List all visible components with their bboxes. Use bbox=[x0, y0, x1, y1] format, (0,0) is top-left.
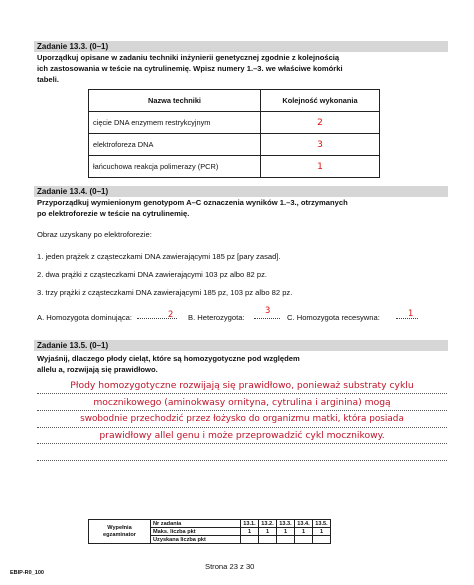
task-13-4-instruction-2: po elektroforezie w teście na cytrulinemię. bbox=[37, 209, 190, 218]
obtained-points-cell[interactable] bbox=[295, 536, 313, 544]
handwritten-answer-line-1: Płody homozygotyczne rozwijają się prawidłowo, ponieważ substraty cyklu bbox=[70, 380, 414, 391]
technique-name: elektroforeza DNA bbox=[89, 134, 261, 156]
technique-name: cięcie DNA enzymem restrykcyjnym bbox=[89, 112, 261, 134]
obtained-points-cell[interactable] bbox=[277, 536, 295, 544]
result-item-1: 1. jeden prążek z cząsteczkami DNA zawierającymi 185 pz [pary zasad]. bbox=[37, 252, 281, 261]
document-code: EBIP-R0_100 bbox=[10, 570, 44, 576]
task-13-4-instruction-1: Przyporządkuj wymienionym genotypom A–C oznaczenia wyników 1.–3., otrzymanych bbox=[37, 198, 348, 207]
result-item-2: 2. dwa prążki z cząsteczkami DNA zawierającymi 103 pz albo 82 pz. bbox=[37, 270, 268, 279]
task-number-cell: 13.5. bbox=[313, 520, 331, 528]
task-13-3-instruction-2: ich zastosowania w teście na cytrulinemię. Wpisz numery 1.–3. we właściwe komórki bbox=[37, 64, 343, 73]
examiner-label-line-1: Wypełnia bbox=[107, 524, 132, 531]
technique-order-table bbox=[88, 89, 380, 178]
genotype-c-answer-line[interactable] bbox=[396, 318, 418, 319]
answer-dotted-line bbox=[37, 393, 447, 394]
obtained-points-cell[interactable] bbox=[259, 536, 277, 544]
task-13-5-header: Zadanie 13.5. (0–1) bbox=[37, 341, 109, 350]
genotype-a-label: A. Homozygota dominująca: bbox=[37, 313, 132, 322]
task-number-cell: 13.1. bbox=[241, 520, 259, 528]
obtained-points-cell[interactable] bbox=[313, 536, 331, 544]
task-13-3-instruction-3: tabeli. bbox=[37, 75, 59, 84]
task-number-cell: 13.3. bbox=[277, 520, 295, 528]
max-points-cell: 1 bbox=[313, 528, 331, 536]
genotype-b-answer-line[interactable] bbox=[254, 318, 280, 319]
task-number-cell: 13.2. bbox=[259, 520, 277, 528]
column-header-technique: Nazwa techniki bbox=[89, 90, 261, 112]
max-points-cell: 1 bbox=[259, 528, 277, 536]
task-13-3-header: Zadanie 13.3. (0–1) bbox=[37, 42, 109, 51]
answer-dotted-line bbox=[37, 410, 447, 411]
order-answer-cell[interactable]: 3 bbox=[261, 134, 380, 156]
genotype-b-label: B. Heterozygota: bbox=[188, 313, 245, 322]
answer-dotted-line bbox=[37, 443, 447, 444]
task-13-5-instruction-2: allelu a, rozwijają się prawidłowo. bbox=[37, 365, 158, 374]
genotype-c-answer: 1 bbox=[408, 308, 414, 318]
row-label-obtained-points: Uzyskana liczba pkt bbox=[151, 536, 241, 544]
result-item-3: 3. trzy prążki z cząsteczkami DNA zawierającymi 185 pz, 103 pz albo 82 pz. bbox=[37, 288, 293, 297]
max-points-cell: 1 bbox=[241, 528, 259, 536]
row-label-task-number: Nr zadania bbox=[151, 520, 241, 528]
task-number-cell: 13.4. bbox=[295, 520, 313, 528]
examiner-label bbox=[89, 520, 151, 544]
row-label-max-points: Maks. liczba pkt bbox=[151, 528, 241, 536]
examiner-score-table bbox=[88, 519, 331, 544]
genotype-b-answer: 3 bbox=[265, 305, 271, 315]
handwritten-answer-line-4: prawidłowy allel genu i może przeprowadzić cykl mocznikowy. bbox=[99, 430, 385, 441]
genotype-c-label: C. Homozygota recesywna: bbox=[287, 313, 380, 322]
handwritten-answer-line-2: mocznikowego (aminokwasy ornityna, cytrulina i arginina) mogą bbox=[93, 397, 391, 408]
max-points-cell: 1 bbox=[277, 528, 295, 536]
table-row bbox=[89, 112, 380, 134]
table-row bbox=[89, 156, 380, 178]
obtained-points-cell[interactable] bbox=[241, 536, 259, 544]
handwritten-answer-line-3: swobodnie przechodzić przez łożysko do organizmu matki, która posiada bbox=[80, 414, 404, 424]
score-row-task-numbers bbox=[89, 520, 331, 528]
max-points-cell: 1 bbox=[295, 528, 313, 536]
column-header-order: Kolejność wykonania bbox=[261, 90, 380, 112]
order-answer-cell[interactable]: 2 bbox=[261, 112, 380, 134]
task-13-4-header: Zadanie 13.4. (0–1) bbox=[37, 187, 109, 196]
genotype-a-answer: 2 bbox=[168, 309, 174, 319]
order-answer-cell[interactable]: 1 bbox=[261, 156, 380, 178]
table-row bbox=[89, 134, 380, 156]
technique-name: łańcuchowa reakcja polimerazy (PCR) bbox=[89, 156, 261, 178]
task-13-3-instruction-1: Uporządkuj opisane w zadaniu techniki inżynierii genetycznej zgodnie z kolejnością bbox=[37, 53, 340, 62]
table-header-row bbox=[89, 90, 380, 112]
task-13-5-instruction-1: Wyjaśnij, dlaczego płody cieląt, które są homozygotyczne pod względem bbox=[37, 354, 300, 363]
answer-dotted-line bbox=[37, 460, 447, 461]
electrophoresis-subheading: Obraz uzyskany po elektroforezie: bbox=[37, 230, 152, 239]
page-number: Strona 23 z 30 bbox=[205, 562, 255, 571]
examiner-label-line-2: egzaminator bbox=[103, 531, 136, 538]
